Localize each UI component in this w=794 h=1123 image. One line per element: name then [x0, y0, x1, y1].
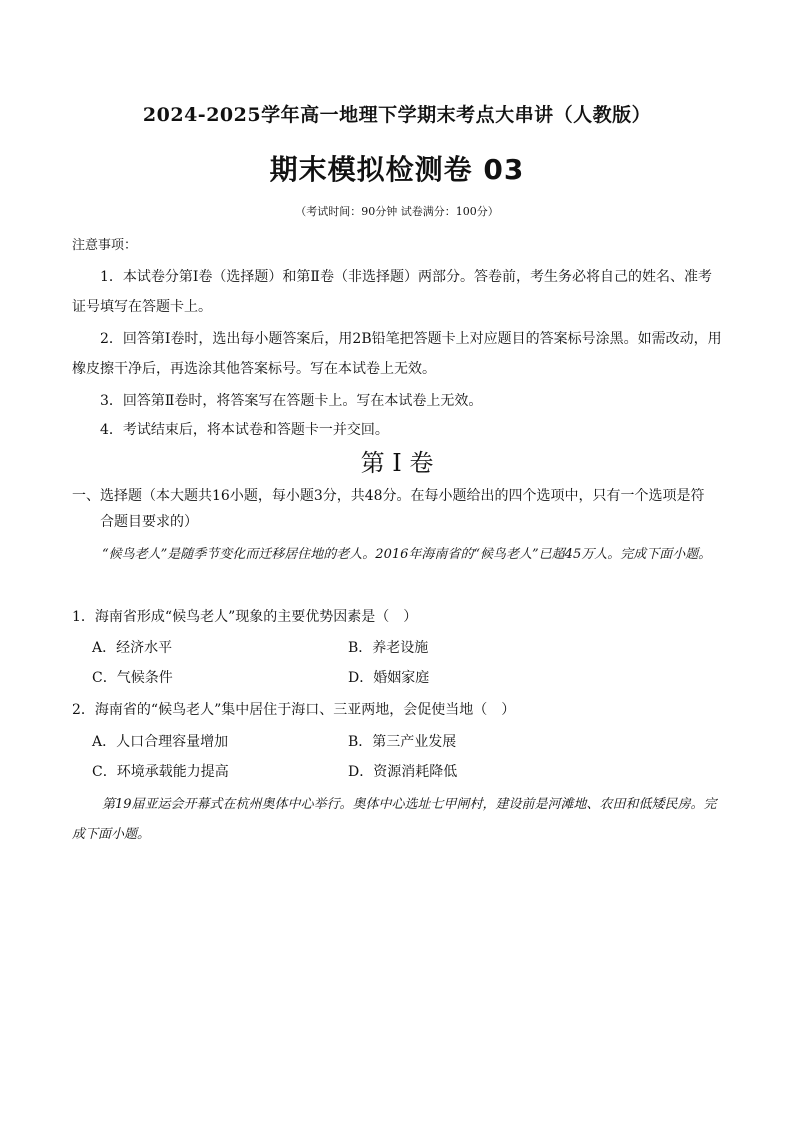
section-heading: 一、选择题（本大题共16小题，每小题3分，共48分。在每小题给出的四个选项中，只有一个选项是符 合题目要求的）: [72, 488, 705, 530]
notice-item-4: 4．考试结束后，将本试卷和答题卡一并交回。: [100, 422, 389, 438]
exam-info: （考试时间：90分钟 试卷满分：100分）: [295, 205, 499, 218]
question-2-option-a: A．人口合理容量增加: [92, 734, 229, 750]
question-1-option-a: A．经济水平: [92, 640, 173, 656]
section-title: 第 I 卷: [360, 449, 434, 477]
material-2: 第19届亚运会开幕式在杭州奥体中心举行。奥体中心选址七甲闸村，建设前是河滩地、农田和低矮民房。完成下面小题。: [72, 797, 717, 842]
question-2-option-c: C．环境承载能力提高: [92, 764, 229, 780]
question-2-option-b: B．第三产业发展: [348, 734, 457, 750]
material-1: “候鸟老人”是随季节变化而迁移居住地的老人。2016年海南省的“候鸟老人”已超45万人。完成下面小题。: [102, 547, 712, 562]
notice-item-1: 1．本试卷分第Ⅰ卷（选择题）和第Ⅱ卷（非选择题）两部分。答卷前，考生务必将自己的姓名、准考证号填写在答题卡上。: [72, 269, 712, 315]
question-1-option-b: B．养老设施: [348, 640, 429, 656]
question-1-option-c: C．气候条件: [92, 670, 173, 686]
exam-series-title: 2024-2025学年高一地理下学期末考点大串讲（人教版）: [142, 104, 652, 126]
question-2-option-d: D．资源消耗降低: [348, 764, 458, 780]
question-2-stem: 2．海南省的“候鸟老人”集中居住于海口、三亚两地，会促使当地（ ）: [72, 702, 516, 718]
question-1-option-d: D．婚姻家庭: [348, 670, 430, 686]
notice-item-2: 2．回答第Ⅰ卷时，选出每小题答案后，用2B铅笔把答题卡上对应题目的答案标号涂黑。如需改动，用橡皮擦干净后，再选涂其他答案标号。写在本试卷上无效。: [72, 331, 722, 377]
notice-heading: 注意事项：: [72, 238, 138, 253]
notice-item-3: 3．回答第Ⅱ卷时，将答案写在答题卡上。写在本试卷上无效。: [100, 393, 483, 409]
exam-main-title: 期末模拟检测卷 03: [269, 153, 525, 186]
question-1-stem: 1．海南省形成“候鸟老人”现象的主要优势因素是（ ）: [72, 609, 418, 625]
